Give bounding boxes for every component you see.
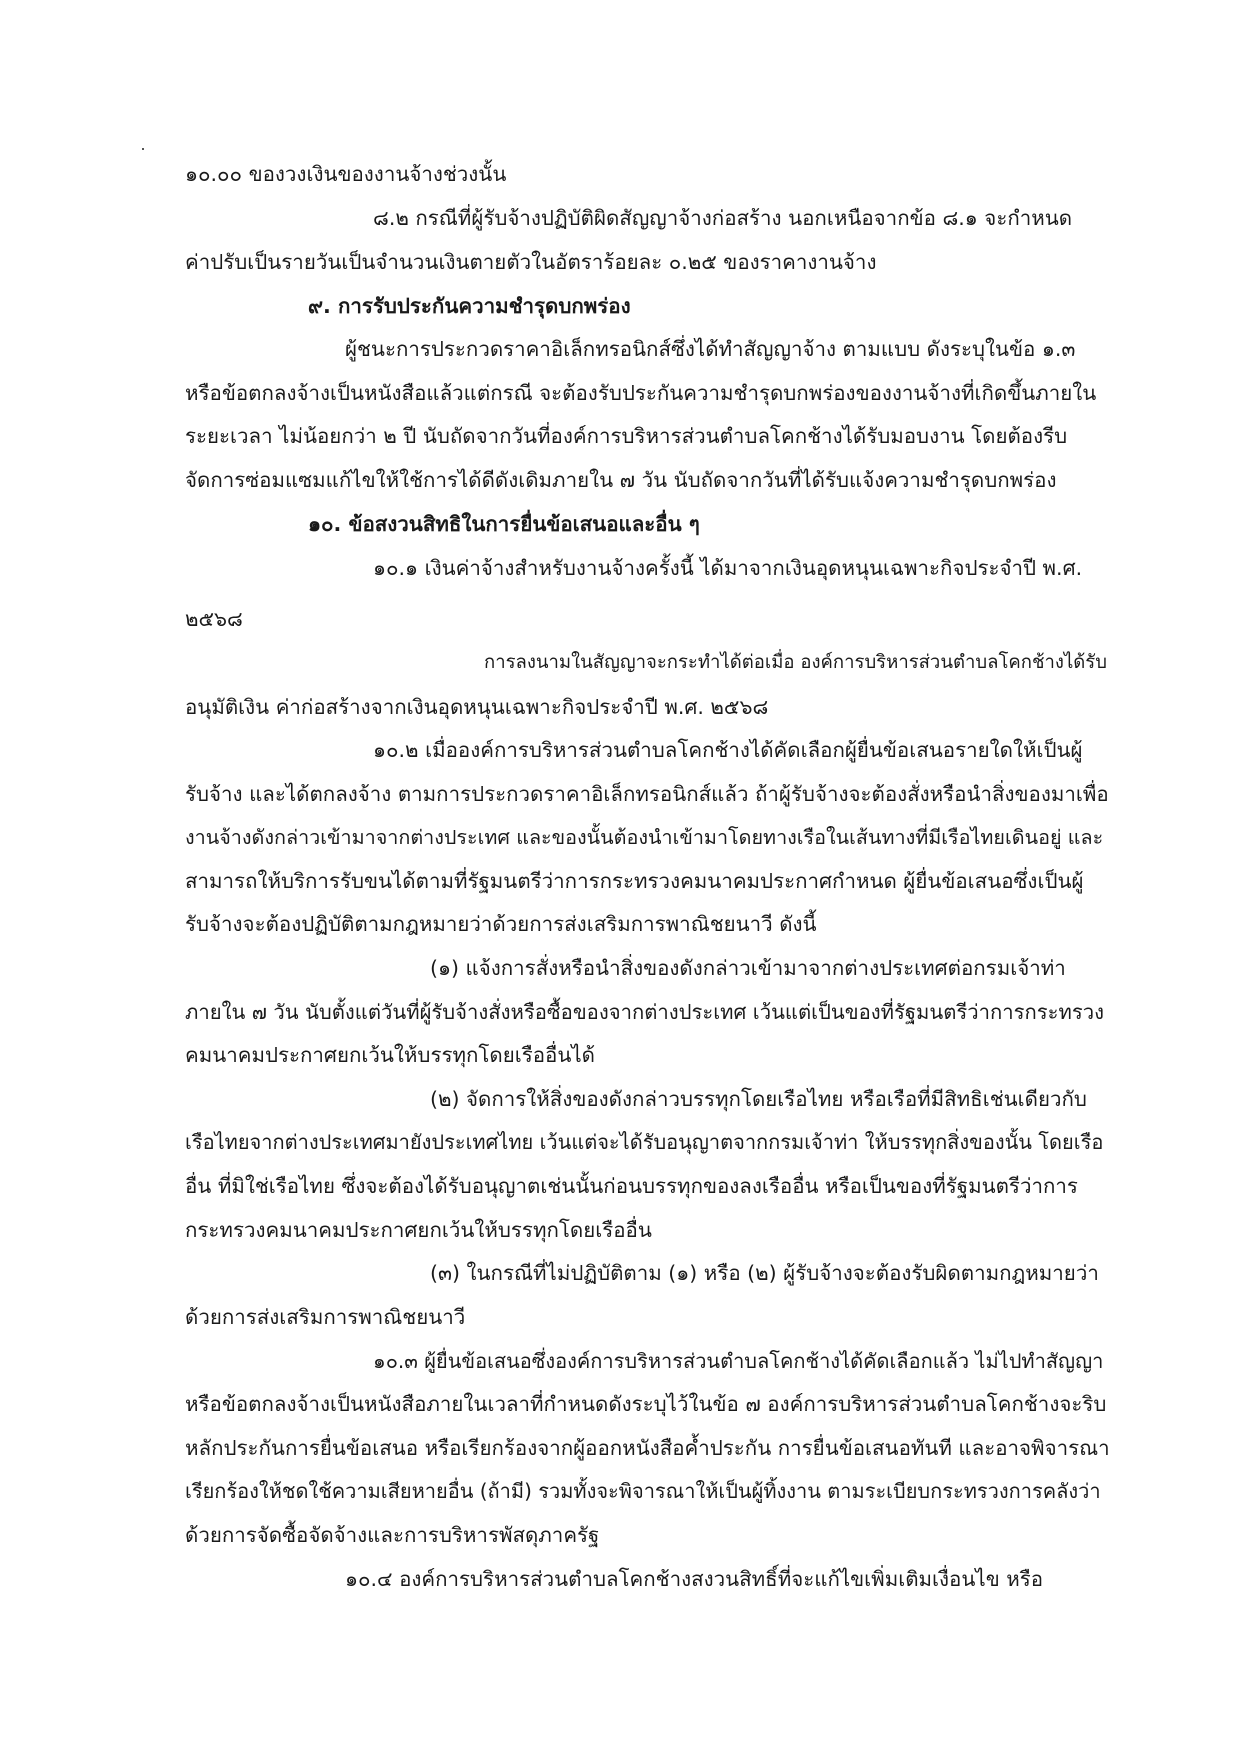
text-line: ผู้ชนะการประกวดราคาอิเล็กทรอนิกส์ซึ่งได้ทำสัญญาจ้าง ตามแบบ ดังระบุในข้อ ๑.๓	[345, 337, 1076, 361]
scan-mark	[142, 148, 144, 150]
text-line: ๑๐.๔ องค์การบริหารส่วนตำบลโคกช้างสงวนสิทธิ์ที่จะแก้ไขเพิ่มเติมเงื่อนไข หรือ	[345, 1567, 1044, 1591]
text-line: ค่าปรับเป็นรายวันเป็นจำนวนเงินตายตัวในอัตราร้อยละ ๐.๒๕ ของราคางานจ้าง	[185, 250, 877, 274]
text-line: ๘.๒ กรณีที่ผู้รับจ้างปฏิบัติผิดสัญญาจ้างก่อสร้าง นอกเหนือจากข้อ ๘.๑ จะกำหนด	[373, 206, 1073, 230]
text-line: ๑๐.๓ ผู้ยื่นข้อเสนอซึ่งองค์การบริหารส่วนตำบลโคกช้างได้คัดเลือกแล้ว ไม่ไปทำสัญญา	[373, 1349, 1104, 1373]
text-line: (๑) แจ้งการสั่งหรือนำสิ่งของดังกล่าวเข้ามาจากต่างประเทศต่อกรมเจ้าท่า	[430, 956, 1066, 980]
text-line: หรือข้อตกลงจ้างเป็นหนังสือภายในเวลาที่กำหนดดังระบุไว้ในข้อ ๗ องค์การบริหารส่วนตำบลโคกช้างจะริบ	[185, 1392, 1107, 1416]
text-line: รับจ้างจะต้องปฏิบัติตามกฎหมายว่าด้วยการส่งเสริมการพาณิชยนาวี ดังนี้	[185, 912, 817, 936]
text-line: (๒) จัดการให้สิ่งของดังกล่าวบรรทุกโดยเรือไทย หรือเรือที่มีสิทธิเช่นเดียวกับ	[430, 1087, 1087, 1111]
text-line: เรือไทยจากต่างประเทศมายังประเทศไทย เว้นแต่จะได้รับอนุญาตจากกรมเจ้าท่า ให้บรรทุกสิ่งของนั้น โดยเรือ	[185, 1130, 1104, 1154]
text-line: ๑๐.๒ เมื่อองค์การบริหารส่วนตำบลโคกช้างได้คัดเลือกผู้ยื่นข้อเสนอรายใดให้เป็นผู้	[373, 738, 1083, 762]
section-heading-9: ๙. การรับประกันความชำรุดบกพร่อง	[308, 294, 631, 318]
text-line: ๒๕๖๘	[185, 607, 243, 631]
text-line: อื่น ที่มิใช่เรือไทย ซึ่งจะต้องได้รับอนุญาตเช่นนั้นก่อนบรรทุกของลงเรืออื่น หรือเป็นของที่รัฐมนตรีว่าการ	[185, 1174, 1078, 1198]
text-line: จัดการซ่อมแซมแก้ไขให้ใช้การได้ดีดังเดิมภายใน ๗ วัน นับถัดจากวันที่ได้รับแจ้งความชำรุดบกพร่อง	[185, 468, 1057, 492]
text-line: คมนาคมประกาศยกเว้นให้บรรทุกโดยเรืออื่นได้	[185, 1043, 595, 1067]
text-line: อนุมัติเงิน ค่าก่อสร้างจากเงินอุดหนุนเฉพาะกิจประจำปี พ.ศ. ๒๕๖๘	[185, 695, 769, 719]
text-line: รับจ้าง และได้ตกลงจ้าง ตามการประกวดราคาอิเล็กทรอนิกส์แล้ว ถ้าผู้รับจ้างจะต้องสั่งหรือนำสิ่งของมาเพื่อ	[185, 782, 1109, 806]
text-line: หลักประกันการยื่นข้อเสนอ หรือเรียกร้องจากผู้ออกหนังสือค้ำประกัน การยื่นข้อเสนอทันที และอาจพิจารณา	[185, 1436, 1110, 1460]
text-line: หรือข้อตกลงจ้างเป็นหนังสือแล้วแต่กรณี จะต้องรับประกันความชำรุดบกพร่องของงานจ้างที่เกิดขึ้นภายใน	[185, 381, 1097, 405]
text-line: ด้วยการจัดซื้อจัดจ้างและการบริหารพัสดุภาครัฐ	[185, 1523, 600, 1547]
section-heading-10: ๑๐. ข้อสงวนสิทธิในการยื่นข้อเสนอและอื่น ๆ	[308, 512, 700, 536]
text-line: เรียกร้องให้ชดใช้ความเสียหายอื่น (ถ้ามี) รวมทั้งจะพิจารณาให้เป็นผู้ทิ้งงาน ตามระเบียบกระทรวงการคลังว่า	[185, 1479, 1101, 1503]
text-line: งานจ้างดังกล่าวเข้ามาจากต่างประเทศ และของนั้นต้องนำเข้ามาโดยทางเรือในเส้นทางที่มีเรือไทยเดินอยู่ และ	[185, 826, 1104, 849]
text-line: การลงนามในสัญญาจะกระทำได้ต่อเมื่อ องค์การบริหารส่วนตำบลโคกช้างได้รับ	[484, 652, 1107, 673]
text-line: ๑๐.๐๐ ของวงเงินของงานจ้างช่วงนั้น	[185, 162, 507, 186]
text-line: กระทรวงคมนาคมประกาศยกเว้นให้บรรทุกโดยเรืออื่น	[185, 1218, 652, 1242]
text-line: ๑๐.๑ เงินค่าจ้างสำหรับงานจ้างครั้งนี้ ได้มาจากเงินอุดหนุนเฉพาะกิจประจำปี พ.ศ.	[373, 556, 1083, 580]
text-line: ด้วยการส่งเสริมการพาณิชยนาวี	[185, 1305, 466, 1329]
text-line: ระยะเวลา ไม่น้อยกว่า ๒ ปี นับถัดจากวันที่องค์การบริหารส่วนตำบลโคกช้างได้รับมอบงาน โดยต้องรีบ	[185, 424, 1068, 448]
text-line: สามารถให้บริการรับขนได้ตามที่รัฐมนตรีว่าการกระทรวงคมนาคมประกาศกำหนด ผู้ยื่นข้อเสนอซึ่งเป็นผู้	[185, 869, 1084, 893]
text-line: ภายใน ๗ วัน นับตั้งแต่วันที่ผู้รับจ้างสั่งหรือซื้อของจากต่างประเทศ เว้นแต่เป็นของที่รัฐมนตรีว่าการกระทรวง	[185, 1000, 1105, 1024]
text-line: (๓) ในกรณีที่ไม่ปฏิบัติตาม (๑) หรือ (๒) ผู้รับจ้างจะต้องรับผิดตามกฎหมายว่า	[430, 1261, 1099, 1285]
